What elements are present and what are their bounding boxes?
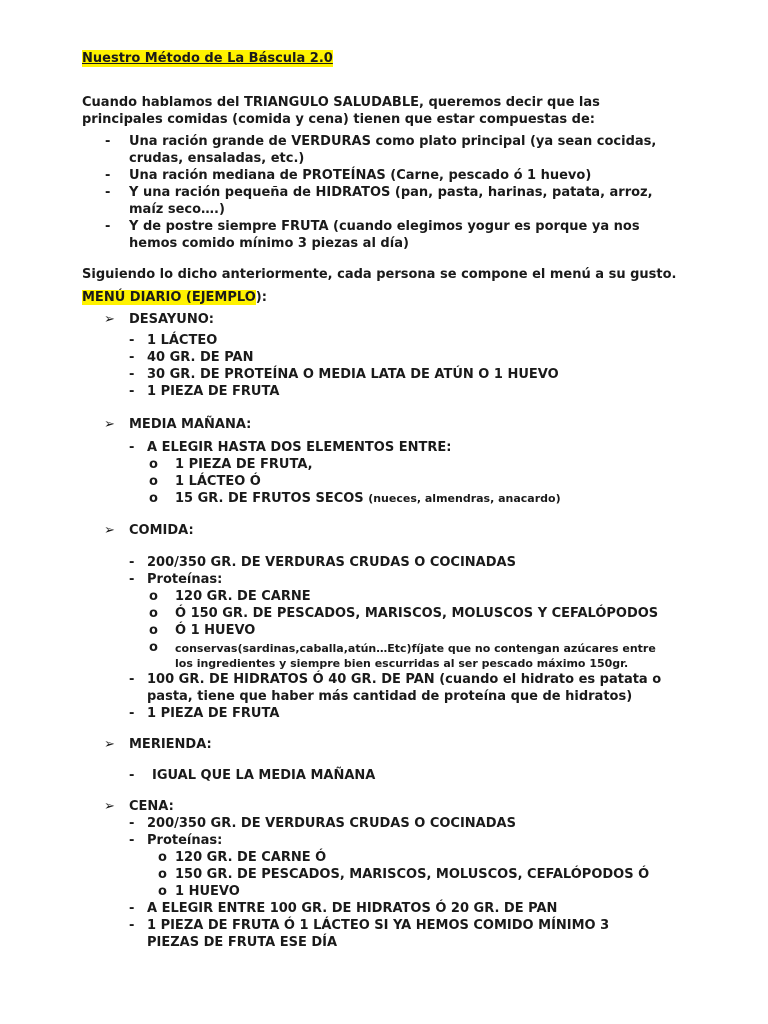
dash-marker: - [129,333,135,348]
intro-item-4-line-2: hemos comido mínimo 3 piezas al día) [129,236,409,251]
cena-prot-2: 150 GR. DE PESCADOS, MARISCOS, MOLUSCOS, CEFALÓPODOS Ó [175,867,650,882]
comida-title: COMIDA: [129,523,194,538]
page-title: Nuestro Método de La Báscula 2.0 [82,51,333,66]
intro-line-2: principales comidas (comida y cena) tienen que estar compuestas de: [82,112,595,127]
dash-marker: - [105,168,111,183]
dash-marker: - [129,901,135,916]
cena-item-2: Proteínas: [147,833,223,848]
frutos-secos-text: 15 GR. DE FRUTOS SECOS [175,491,364,506]
circle-marker: o [158,850,167,865]
circle-marker: o [158,884,167,899]
dash-marker: - [129,384,135,399]
dash-marker: - [105,185,111,200]
arrow-bullet-icon: ➢ [104,523,115,538]
intro-item-4-line-1: Y de postre siempre FRUTA (cuando elegimos yogur es porque ya nos [129,219,640,234]
cena-item-1: 200/350 GR. DE VERDURAS CRUDAS O COCINADAS [147,816,516,831]
circle-marker: o [149,623,158,638]
dash-marker: - [129,816,135,831]
desayuno-item-4: 1 PIEZA DE FRUTA [147,384,280,399]
comida-item-2: Proteínas: [147,572,223,587]
menu-heading [82,289,267,306]
comida-conservas-line-1: conservas(sardinas,caballa,atún…Etc)fíjate que no contengan azúcares entre [175,642,656,655]
dash-marker: - [129,440,135,455]
dash-marker: - [129,706,135,721]
desayuno-item-3: 30 GR. DE PROTEÍNA O MEDIA LATA DE ATÚN O 1 HUEVO [147,367,559,382]
media-manana-sub-3 [175,490,561,507]
cena-prot-3: 1 HUEVO [175,884,240,899]
menu-heading-highlight: MENÚ DIARIO (EJEMPLO [82,290,256,305]
circle-marker: o [149,589,158,604]
cena-item-4-line-2: PIEZAS DE FRUTA ESE DÍA [147,935,338,950]
comida-item-3-line-2: pasta, tiene que haber más cantidad de proteína que de hidratos) [147,689,633,704]
cena-title: CENA: [129,799,174,814]
desayuno-item-2: 40 GR. DE PAN [147,350,254,365]
circle-marker: o [149,491,158,506]
dash-marker: - [105,134,111,149]
dash-marker: - [129,572,135,587]
comida-conservas-line-2: los ingredientes y siempre bien escurridas al ser pescado máximo 150gr. [175,657,629,670]
arrow-bullet-icon: ➢ [104,417,115,432]
merienda-title: MERIENDA: [129,737,212,752]
circle-marker: o [149,606,158,621]
circle-marker: o [149,457,158,472]
intro-item-2: Una ración mediana de PROTEÍNAS (Carne, pescado ó 1 huevo) [129,168,592,183]
media-manana-sub-2: 1 LÁCTEO Ó [175,474,261,489]
cena-prot-1: 120 GR. DE CARNE Ó [175,850,327,865]
comida-prot-2: Ó 150 GR. DE PESCADOS, MARISCOS, MOLUSCOS Y CEFALÓPODOS [175,606,659,621]
circle-marker: o [149,640,158,655]
intro-item-3-line-2: maíz seco….) [129,202,225,217]
arrow-bullet-icon: ➢ [104,799,115,814]
cena-item-4-line-1: 1 PIEZA DE FRUTA Ó 1 LÁCTEO SI YA HEMOS COMIDO MÍNIMO 3 [147,918,610,933]
comida-prot-1: 120 GR. DE CARNE [175,589,311,604]
desayuno-item-1: 1 LÁCTEO [147,333,218,348]
comida-item-1: 200/350 GR. DE VERDURAS CRUDAS O COCINADAS [147,555,516,570]
intro-item-1-line-2: crudas, ensaladas, etc.) [129,151,305,166]
dash-marker: - [129,350,135,365]
media-manana-title: MEDIA MAÑANA: [129,417,252,432]
dash-marker: - [129,555,135,570]
intro-item-3-line-1: Y una ración pequeña de HIDRATOS (pan, pasta, harinas, patata, arroz, [129,185,653,200]
dash-marker: - [129,768,135,783]
comida-item-3-line-1: 100 GR. DE HIDRATOS Ó 40 GR. DE PAN (cuando el hidrato es patata o [147,672,662,687]
dash-marker: - [105,219,111,234]
cena-item-3: A ELEGIR ENTRE 100 GR. DE HIDRATOS Ó 20 GR. DE PAN [147,901,558,916]
comida-item-4: 1 PIEZA DE FRUTA [147,706,280,721]
arrow-bullet-icon: ➢ [104,312,115,327]
intro-item-1-line-1: Una ración grande de VERDURAS como plato principal (ya sean cocidas, [129,134,657,149]
intro-line-1: Cuando hablamos del TRIANGULO SALUDABLE, queremos decir que las [82,95,600,110]
merienda-item: IGUAL QUE LA MEDIA MAÑANA [152,768,376,783]
dash-marker: - [129,833,135,848]
menu-heading-rest: ): [255,290,267,305]
desayuno-title: DESAYUNO: [129,312,214,327]
circle-marker: o [158,867,167,882]
arrow-bullet-icon: ➢ [104,737,115,752]
media-manana-sub-1: 1 PIEZA DE FRUTA, [175,457,313,472]
circle-marker: o [149,474,158,489]
media-manana-item: A ELEGIR HASTA DOS ELEMENTOS ENTRE: [147,440,452,455]
frutos-secos-note: (nueces, almendras, anacardo) [368,492,561,505]
dash-marker: - [129,918,135,933]
dash-marker: - [129,672,135,687]
comida-prot-3: Ó 1 HUEVO [175,623,256,638]
dash-marker: - [129,367,135,382]
following-text: Siguiendo lo dicho anteriormente, cada persona se compone el menú a su gusto. [82,267,677,282]
